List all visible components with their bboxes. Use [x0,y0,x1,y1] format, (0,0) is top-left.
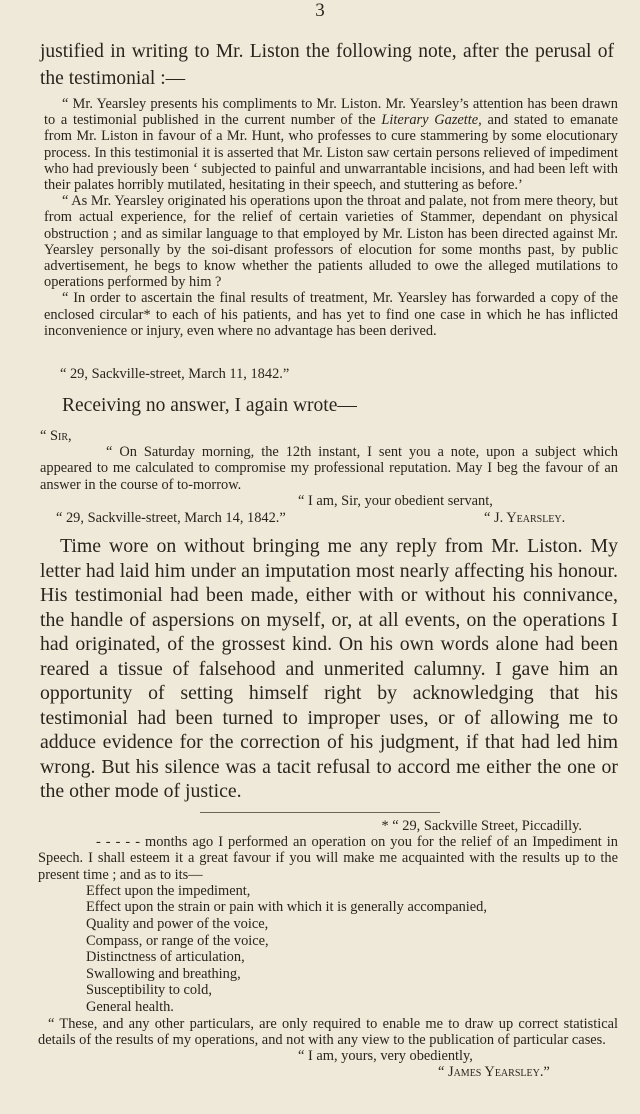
footnote-list [38,883,618,1016]
main-paragraph [40,534,618,804]
letter2-address-row [40,510,618,527]
letter2-closing: “ I am, Sir, your obedient servant, [298,492,493,509]
footnote-list-item: General health. [86,998,174,1015]
page-number: 3 [315,0,325,21]
footnote-list-item: Effect upon the strain or pain with which it is generally accompanied, [86,899,487,916]
footnote-address: * “ 29, Sackville Street, Piccadilly. [381,818,582,834]
footnote-list-item: Quality and power of the voice, [86,916,269,932]
footnote-list-item: Distinctness of articulation, [86,949,245,966]
letter1-paragraph-1 [44,96,618,193]
journal-title: Literary Gazette, [381,112,482,129]
letter1-paragraph-3: “ In order to ascertain the final results of treatment, Mr. Yearsley has forwarded a copy of the enclosed circular* to each of his patients, and has yet to find one case in which he has inflicted inconvenience or injury, even where no advantage has been derived. [44,290,618,339]
receiving-no-answer: Receiving no answer, I again wrote— [62,395,357,416]
second-letter [40,428,618,527]
footnote-list-item: Compass, or range of the voice, [86,932,269,949]
footnote-list-item: Swallowing and breathing, [86,965,241,982]
letter1-p1-text-a: “ Mr. Yearsley presents his compliments to Mr. Liston. Mr. Yearsley’s attention has been drawn to a testimonial published in the current number of the [44,96,618,129]
footnote-body: - - - - - months ago I performed an operation on you for the relief of an Impediment in Speech. I shall esteem it a great favour if you will make me acquainted with the results up to the present time ; and as to its— [38,834,618,883]
letter-to-liston [44,96,618,339]
letter2-address: “ 29, Sackville-street, March 14, 1842.” [56,509,286,526]
letter1-paragraph-2: “ As Mr. Yearsley originated his operations upon the throat and palate, not from mere theory, but from actual experience, for the relief of certain varieties of Stammer, dependant on physical obstruction ; and as similar language to that employed by Mr. Liston has been directed against Mr. Yearsley personally by the soi-disant professors of elocution for some months past, by public advertisement, he begs to know whether the patients alluded to owe the alleged mutilations to operations performed by him ? [44,193,618,291]
footnote-circular [38,818,618,1080]
letter2-signature: “ J. Yearsley. [484,509,566,526]
footnote-list-item: Susceptibility to cold, [86,982,212,999]
footnote-closing: “ These, and any other particulars, are only required to enable me to draw up correct statistical details of the results of my operations, and not with any view to the publication of particular cases. [38,1015,618,1048]
footnote-sign-line: “ I am, yours, very obediently, [298,1047,473,1064]
letter1-p1-text-b: and stated to emanate from Mr. Liston in favour of a Mr. Hunt, who professes to cure stammering by some elocutionary process. In this testimonial it is asserted that Mr. Liston saw certain persons relieved of impediment who had previously been ‘ subjected to painful and unwarrantable incisions, and had been left with their palates horribly mutilated, hesitating in their speech, and stuttering as before.’ [44,112,618,194]
letter2-body: “ On Saturday morning, the 12th instant, I sent you a note, upon a subject which appeared to me calculated to compromise my professional reputation. May I beg the favour of an answer in the course of to-morrow. [40,444,618,493]
lead-paragraph: justified in writing to Mr. Liston the following note, after the perusal of the testimonial :— [40,41,614,89]
letter2-closing-row [40,493,618,510]
footnote-list-item: Effect upon the impediment, [86,882,251,899]
letter1-dateline: “ 29, Sackville-street, March 11, 1842.” [60,366,290,382]
letter2-salutation [40,428,618,444]
main-paragraph-text: Time wore on without bringing me any reply from Mr. Liston. My letter had laid him under an imputation most nearly affecting his honour. His testimonial had been made, either with or without his connivance, the handle of aspersions on myself, or, at all events, on the operations I had originated, of the grossest kind. On his own words alone had been reared a tissue of falsehood and unmerited calumny. I gave him an opportunity of setting himself right by acknowledging that his testimonial had been turned to improper uses, or of allowing me to adduce evidence for the correction of his judgment, if that had led him wrong. But his silence was a tacit refusal to accord me either the one or the other mode of justice. [40,535,618,802]
footnote-rule [200,812,440,813]
letter2-salutation-text: “ Sir, [40,428,72,444]
footnote-signature: “ James Yearsley.” [438,1064,550,1081]
